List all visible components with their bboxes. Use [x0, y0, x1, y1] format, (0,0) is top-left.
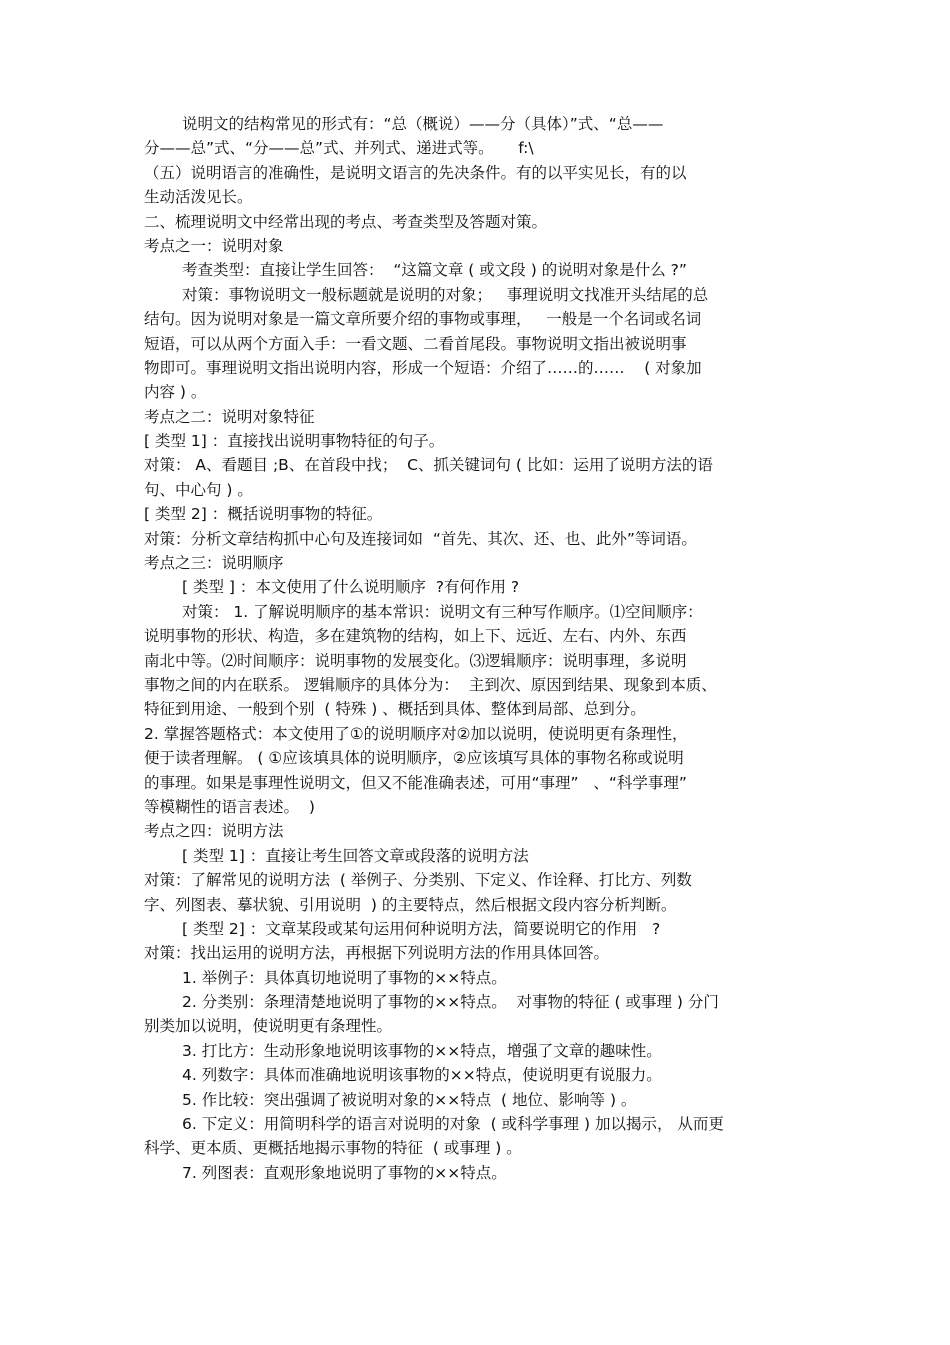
text-line: 2. 分类别：条理清楚地说明了事物的××特点。 对事物的特征 ( 或事理 ) 分门 — [182, 993, 719, 1012]
text-line: 考查类型：直接让学生回答： “这篇文章 ( 或文段 ) 的说明对象是什么 ?” — [182, 261, 687, 280]
text-line: 字、列图表、摹状貌、引用说明 ) 的主要特点，然后根据文段内容分析判断。 — [144, 895, 677, 914]
text-line: 南北中等。⑵时间顺序：说明事物的发展变化。⑶逻辑顺序：说明事理，多说明 — [144, 651, 687, 670]
text-line: 结句。因为说明对象是一篇文章所要介绍的事物或事理， 一般是一个名词或名词 — [144, 310, 702, 329]
text-line: 生动活泼见长。 — [144, 188, 253, 207]
text-line: 考点之二：说明对象特征 — [144, 407, 315, 426]
text-line: 考点之四：说明方法 — [144, 822, 284, 841]
text-line: 分——总”式、“分——总”式、并列式、递进式等。 f:\ — [144, 139, 534, 158]
text-line: 7. 列图表：直观形象地说明了事物的××特点。 — [182, 1163, 507, 1182]
text-line: 考点之一：说明对象 — [144, 236, 284, 255]
text-line: 对策：找出运用的说明方法，再根据下列说明方法的作用具体回答。 — [144, 944, 610, 963]
text-line: [ 类型 ] ：本文使用了什么说明顺序 ?有何作用 ? — [182, 578, 520, 597]
text-line: 5. 作比较：突出强调了被说明对象的××特点 ( 地位、影响等 ) 。 — [182, 1090, 637, 1109]
text-line: 的事理。如果是事理性说明文，但又不能准确表述，可用“事理” 、“科学事理” — [144, 773, 687, 792]
text-line: 对策： 1. 了解说明顺序的基本常识：说明文有三种写作顺序。⑴空间顺序： — [182, 602, 703, 621]
text-line: [ 类型 2] ：文章某段或某句运用何种说明方法，简要说明它的作用 ? — [182, 919, 661, 938]
text-line: [ 类型 2] ：概括说明事物的特征。 — [144, 505, 383, 524]
text-line: 考点之三：说明顺序 — [144, 554, 284, 573]
text-line: 特征到用途、一般到个别 ( 特殊 ) 、概括到具体、整体到局部、总到分。 — [144, 700, 646, 719]
text-line: 等模糊性的语言表述。 ) — [144, 797, 315, 816]
text-line: 短语，可以从两个方面入手：一看文题、二看首尾段。事物说明文指出被说明事 — [144, 334, 687, 353]
text-line: 内容 ) 。 — [144, 383, 207, 402]
document-body — [144, 112, 809, 1185]
text-line: 1. 举例子：具体真切地说明了事物的××特点。 — [182, 968, 507, 987]
text-line: [ 类型 1] ：直接找出说明事物特征的句子。 — [144, 432, 445, 451]
text-line: 对策：事物说明文一般标题就是说明的对象； 事理说明文找准开头结尾的总 — [182, 285, 709, 304]
text-line: 句、中心句 ) 。 — [144, 480, 253, 499]
text-line: 二、梳理说明文中经常出现的考点、考查类型及答题对策。 — [144, 212, 548, 231]
text-line: 2. 掌握答题格式：本文使用了①的说明顺序对②加以说明，使说明更有条理性， — [144, 724, 688, 743]
text-line: 别类加以说明，使说明更有条理性。 — [144, 1017, 393, 1036]
text-line: 4. 列数字：具体而准确地说明该事物的××特点，使说明更有说服力。 — [182, 1066, 662, 1085]
text-line: 说明文的结构常见的形式有：“总（概说）——分（具体）”式、“总—— — [182, 115, 664, 133]
text-line: 对策：分析文章结构抓中心句及连接词如 “首先、其次、还、也、此外”等词语。 — [144, 529, 697, 548]
text-line: 对策：了解常见的说明方法 ( 举例子、分类别、下定义、作诠释、打比方、列数 — [144, 871, 692, 890]
text-line: 事物之间的内在联系。 逻辑顺序的具体分为： 主到次、原因到结果、现象到本质、 — [144, 675, 717, 694]
text-line: （五）说明语言的准确性，是说明文语言的先决条件。有的以平实见长，有的以 — [144, 163, 687, 182]
text-line: 对策： A、看题目 ;B、在首段中找； C、抓关键词句 ( 比如：运用了说明方法的语 — [144, 456, 713, 475]
text-line: 便于读者理解。 ( ①应该填具体的说明顺序，②应该填写具体的事物名称或说明 — [144, 749, 684, 768]
text-line: 3. 打比方：生动形象地说明该事物的××特点，增强了文章的趣味性。 — [182, 1041, 662, 1060]
text-line: 物即可。事理说明文指出说明内容，形成一个短语：介绍了……的…… ( 对象加 — [144, 358, 702, 377]
text-line: [ 类型 1] ：直接让考生回答文章或段落的说明方法 — [182, 846, 529, 865]
text-line: 6. 下定义：用简明科学的语言对说明的对象 ( 或科学事理 ) 加以揭示， 从而更 — [182, 1115, 724, 1134]
text-line: 说明事物的形状、构造，多在建筑物的结构，如上下、远近、左右、内外、东西 — [144, 627, 687, 646]
text-line: 科学、更本质、更概括地揭示事物的特征 ( 或事理 ) 。 — [144, 1139, 522, 1158]
